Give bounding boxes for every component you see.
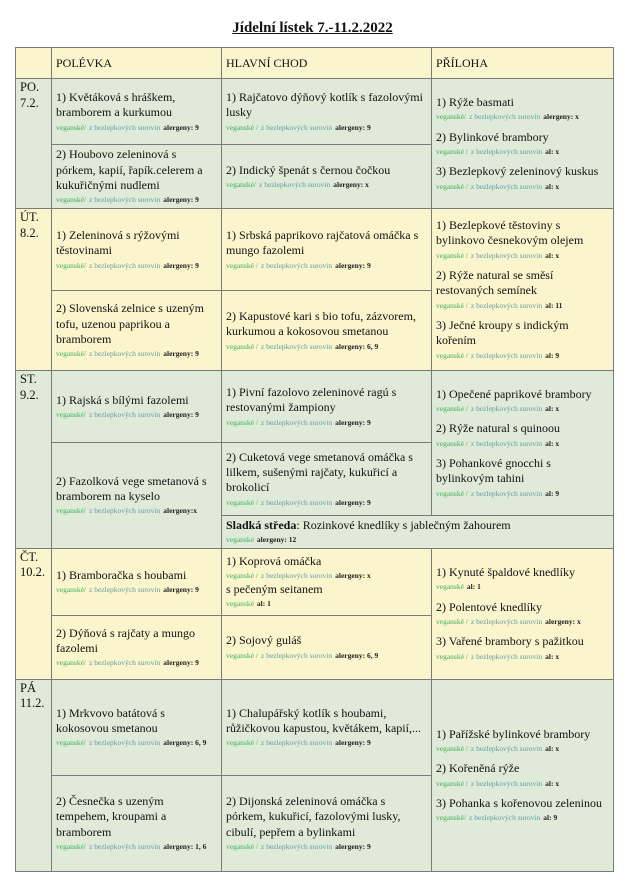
- vegan-tag: veganské /: [436, 778, 468, 788]
- allergens-tag: al: x: [545, 181, 560, 191]
- side-item: [436, 130, 609, 158]
- allergen-info: [436, 778, 609, 789]
- glutenfree-tag: z bezlepkových surovin: [260, 122, 333, 132]
- glutenfree-tag: z bezlepkových surovin: [89, 658, 161, 668]
- vegan-tag: veganské/: [226, 180, 256, 190]
- side-item: [436, 456, 609, 499]
- vegan-tag: veganské /: [226, 571, 258, 581]
- allergens-tag: alergeny: 9: [335, 417, 371, 427]
- vegan-tag: veganské/: [56, 738, 86, 748]
- glutenfree-tag: z bezlepkových surovin: [259, 180, 331, 190]
- item-text: 2) Dýňová s rajčaty a mungo fazolemi: [56, 625, 195, 655]
- allergen-info: [226, 534, 609, 545]
- item-text: 3) Pohankové gnocchi s bylinkovým tahini: [436, 456, 551, 486]
- side-item: [436, 95, 609, 123]
- item-text: 1) Květáková s hráškem, bramborem a kurkumou: [56, 90, 176, 120]
- glutenfree-tag: z bezlepkových surovin: [89, 585, 161, 595]
- allergens-tag: al: x: [545, 250, 560, 260]
- side-item: [436, 727, 609, 755]
- item-text: 2) Kapustové kari s bio tofu, zázvorem, kurkumou a kokosovou smetanou: [226, 308, 416, 339]
- vegan-tag: veganské/: [56, 349, 86, 359]
- item-text: 2) Fazolková vege smetanová s bramborem na kyselo: [56, 473, 207, 504]
- allergen-info: [226, 260, 427, 271]
- item-text: s pečeným seitanem: [226, 581, 323, 596]
- day-row: [16, 370, 614, 442]
- vegan-tag: veganské /: [226, 650, 258, 660]
- side-item: [436, 634, 609, 662]
- glutenfree-tag: z bezlepkových surovin: [470, 778, 543, 788]
- vegan-tag: veganské /: [226, 417, 258, 427]
- allergen-info: [226, 570, 427, 581]
- glutenfree-tag: z bezlepkových surovin: [260, 417, 333, 427]
- glutenfree-tag: z bezlepkových surovin: [89, 738, 161, 748]
- day-cell: [16, 79, 52, 209]
- header-soup: POLÉVKA: [52, 48, 222, 79]
- allergens-tag: al: x: [545, 651, 560, 661]
- soup-cell: [52, 290, 222, 370]
- glutenfree-tag: z bezlepkových surovin: [89, 349, 161, 359]
- glutenfree-tag: z bezlepkových surovin: [470, 438, 543, 448]
- allergens-tag: al: x: [545, 147, 560, 157]
- main-cell: [222, 370, 432, 442]
- side-cell: [432, 370, 614, 515]
- soup-cell: [52, 615, 222, 679]
- glutenfree-tag: z bezlepkových surovin: [470, 300, 543, 310]
- allergen-info: [436, 488, 609, 499]
- allergens-tag: alergeny: 1, 6: [163, 841, 207, 851]
- day-cell: [16, 209, 52, 371]
- day-label: ST.: [20, 371, 37, 386]
- vegan-tag: veganské: [226, 598, 254, 608]
- vegan-tag: veganské/: [56, 122, 86, 132]
- allergen-info: [226, 417, 427, 428]
- item-text: 1) Rýže basmati: [436, 95, 514, 110]
- allergens-tag: alergeny: 6, 9: [163, 738, 207, 748]
- allergens-tag: alergeny: 9: [163, 122, 199, 132]
- allergen-info: [436, 581, 609, 592]
- allergen-info: [436, 146, 609, 157]
- allergens-tag: al: 1: [256, 598, 271, 608]
- vegan-tag: veganské/: [56, 506, 86, 516]
- side-item: [436, 600, 609, 628]
- allergens-tag: al: 9: [545, 350, 560, 360]
- allergens-tag: alergeny: 9: [163, 658, 199, 668]
- glutenfree-tag: z bezlepkových surovin: [89, 409, 161, 419]
- allergen-info: [436, 250, 609, 261]
- item-text: 3) Vařené brambory s pažitkou: [436, 634, 584, 649]
- glutenfree-tag: z bezlepkových surovin: [470, 147, 543, 157]
- allergen-info: [436, 812, 609, 823]
- day-cell: [16, 679, 52, 871]
- soup-cell: [52, 145, 222, 209]
- allergen-info: [226, 122, 427, 133]
- glutenfree-tag: z bezlepkových surovin: [260, 650, 333, 660]
- item-text: 1) Pařížské bylinkové brambory: [436, 726, 591, 741]
- side-item: [436, 268, 609, 311]
- day-date: 7.2.: [20, 95, 39, 110]
- vegan-tag: veganské /: [436, 350, 468, 360]
- soup-cell: [52, 548, 222, 615]
- day-date: 8.2.: [20, 225, 39, 240]
- vegan-tag: veganské /: [436, 250, 468, 260]
- vegan-tag: veganské /: [436, 404, 468, 414]
- vegan-tag: veganské/: [436, 813, 466, 823]
- allergen-info: [226, 737, 427, 748]
- item-text: 1) Rajská s bílými fazolemi: [56, 392, 189, 407]
- allergens-tag: alergeny: x: [333, 180, 369, 190]
- allergen-info: [436, 403, 609, 414]
- allergens-tag: alergeny: x: [545, 617, 581, 627]
- glutenfree-tag: z bezlepkových surovin: [470, 488, 543, 498]
- vegan-tag: veganské /: [436, 617, 468, 627]
- day-label: PO.: [20, 80, 40, 94]
- glutenfree-tag: z bezlepkových surovin: [260, 341, 333, 351]
- day-cell: [16, 548, 52, 679]
- item-text: 1) Opečené paprikové brambory: [436, 386, 592, 401]
- header-row: [16, 48, 614, 79]
- vegan-tag: veganské /: [436, 147, 468, 157]
- vegan-tag: veganské /: [436, 438, 468, 448]
- item-text: 3) Pohanka s kořenovou zeleninou: [436, 795, 602, 810]
- item-text: 2) Rýže natural s quinoou: [436, 421, 560, 436]
- special-text: [226, 518, 609, 533]
- item-text: 2) Dijonská zeleninová omáčka s pórkem, kukuřicí, fazolovými lusky, cibulí, pepřem a bylinkami: [226, 793, 401, 839]
- allergens-tag: alergeny: 6, 9: [335, 341, 379, 351]
- allergen-info: [226, 341, 427, 352]
- glutenfree-tag: z bezlepkových surovin: [260, 260, 333, 270]
- glutenfree-tag: z bezlepkových surovin: [470, 181, 543, 191]
- vegan-tag: veganské/: [56, 585, 86, 595]
- allergen-info: [226, 179, 427, 190]
- allergens-tag: al: 11: [545, 300, 563, 310]
- soup-cell: [52, 79, 222, 145]
- allergens-tag: al: x: [545, 743, 560, 753]
- vegan-tag: veganské: [226, 535, 254, 545]
- vegan-tag: veganské /: [436, 181, 468, 191]
- glutenfree-tag: z bezlepkových surovin: [470, 404, 543, 414]
- allergen-info: [436, 651, 609, 662]
- day-row: [16, 79, 614, 145]
- side-item: [436, 318, 609, 361]
- main-cell: [222, 548, 432, 615]
- glutenfree-tag: z bezlepkových surovin: [89, 506, 161, 516]
- main-cell: [222, 209, 432, 291]
- item-text: 1) Bezlepkové těstoviny s bylinkovo česnekovým olejem: [436, 218, 584, 248]
- item-text: 2) Polentové knedlíky: [436, 599, 542, 614]
- side-item: [436, 565, 609, 593]
- day-row: [16, 679, 614, 775]
- allergen-info: [56, 348, 217, 359]
- allergen-info: [56, 260, 217, 271]
- glutenfree-tag: z bezlepkových surovin: [470, 350, 543, 360]
- glutenfree-tag: z bezlepkových surovin: [260, 738, 333, 748]
- item-text: 3) Ječné kroupy s indickým kořením: [436, 317, 569, 348]
- allergens-tag: al: 9: [543, 813, 558, 823]
- soup-cell: [52, 370, 222, 442]
- main-cell: [222, 442, 432, 515]
- glutenfree-tag: z bezlepkových surovin: [470, 651, 543, 661]
- item-text: 1) Pivní fazolovo zeleninové ragú s restovanými žampiony: [226, 384, 397, 415]
- soup-cell: [52, 209, 222, 291]
- vegan-tag: veganské /: [226, 497, 258, 507]
- allergen-info: [56, 505, 217, 516]
- main-cell: [222, 145, 432, 209]
- item-text: 2) Bylinkové brambory: [436, 129, 549, 144]
- vegan-tag: veganské/: [56, 195, 86, 205]
- day-date: 9.2.: [20, 387, 39, 402]
- side-item: [436, 761, 609, 789]
- item-text: 2) Sojový guláš: [226, 633, 302, 648]
- glutenfree-tag: z bezlepkových surovin: [89, 195, 161, 205]
- allergens-tag: alergeny: 9: [335, 841, 371, 851]
- vegan-tag: veganské /: [226, 260, 258, 270]
- item-text: 1) Koprová omáčka: [226, 553, 322, 568]
- day-cell: [16, 370, 52, 548]
- allergen-info: [436, 350, 609, 361]
- glutenfree-tag: z bezlepkových surovin: [89, 122, 161, 132]
- glutenfree-tag: z bezlepkových surovin: [470, 250, 543, 260]
- allergens-tag: alergeny: x: [335, 571, 371, 581]
- soup-cell: [52, 679, 222, 775]
- vegan-tag: veganské /: [226, 341, 258, 351]
- vegan-tag: veganské/: [56, 260, 86, 270]
- vegan-tag: veganské: [436, 582, 464, 592]
- glutenfree-tag: z bezlepkových surovin: [260, 497, 333, 507]
- soup-cell: [52, 775, 222, 871]
- glutenfree-tag: z bezlepkových surovin: [89, 260, 161, 270]
- vegan-tag: veganské/: [56, 841, 86, 851]
- allergens-tag: alergeny: 9: [335, 497, 371, 507]
- allergen-info: [436, 616, 609, 627]
- item-text: 2) Houbovo zeleninová s pórkem, kapií, řapík.celerem a kukuřičnými nudlemi: [56, 147, 203, 193]
- vegan-tag: veganské/: [56, 658, 86, 668]
- side-item: [436, 421, 609, 449]
- allergens-tag: al: 9: [545, 488, 560, 498]
- allergen-info: [56, 657, 217, 668]
- item-text: 2) Rýže natural se směsí restovaných semínek: [436, 267, 554, 298]
- allergen-info: [226, 841, 427, 852]
- main-cell: [222, 615, 432, 679]
- allergen-info: [436, 111, 609, 122]
- side-cell: [432, 548, 614, 679]
- allergen-info: [226, 650, 427, 661]
- item-text: 2) Cuketová vege smetanová omáčka s lilkem, sušenými rajčaty, kukuřicí a brokolicí: [226, 449, 413, 495]
- allergens-tag: alergeny: 9: [163, 260, 199, 270]
- special-cell: [222, 515, 614, 548]
- allergens-tag: alergeny: 9: [163, 349, 199, 359]
- allergen-info: [436, 438, 609, 449]
- allergen-info: [436, 743, 609, 754]
- item-text: 2) Slovenská zelnice s uzeným tofu, uzenou paprikou a bramborem: [56, 301, 204, 346]
- day-row: [16, 548, 614, 615]
- soup-cell: [52, 442, 222, 548]
- allergens-tag: al: x: [545, 404, 560, 414]
- main-cell: [222, 79, 432, 145]
- day-label: ÚT.: [20, 210, 39, 224]
- vegan-tag: veganské/: [436, 112, 466, 122]
- allergens-tag: alergeny: 12: [256, 535, 297, 545]
- allergen-info: [56, 122, 217, 133]
- side-cell: [432, 679, 614, 871]
- allergen-info: [436, 300, 609, 311]
- day-label: ČT.: [20, 549, 39, 564]
- glutenfree-tag: z bezlepkových surovin: [470, 617, 543, 627]
- day-row: [16, 209, 614, 291]
- side-cell: [432, 209, 614, 371]
- allergen-info: [56, 194, 217, 205]
- header-side-dish: PŘÍLOHA: [432, 48, 614, 79]
- allergens-tag: alergeny: x: [543, 112, 579, 122]
- side-cell: [432, 79, 614, 209]
- allergens-tag: alergeny: 6, 9: [335, 650, 379, 660]
- vegan-tag: veganské /: [226, 841, 258, 851]
- vegan-tag: veganské /: [436, 651, 468, 661]
- item-text: 2) Indický špenát s černou čočkou: [226, 162, 391, 177]
- item-text: 3) Bezlepkový zeleninový kuskus: [436, 164, 599, 179]
- day-label: PÁ: [20, 680, 36, 695]
- vegan-tag: veganské/: [56, 409, 86, 419]
- item-text: 1) Rajčatovo dýňový kotlík s fazolovými lusky: [226, 90, 423, 120]
- special-dish: : Rozinkové knedlíky s jablečným žahourem: [296, 517, 511, 532]
- vegan-tag: veganské /: [226, 738, 258, 748]
- allergens-tag: al: x: [545, 438, 560, 448]
- glutenfree-tag: z bezlepkových surovin: [260, 841, 333, 851]
- side-item: [436, 218, 609, 261]
- glutenfree-tag: z bezlepkových surovin: [470, 743, 543, 753]
- header-main-course: HLAVNÍ CHOD: [222, 48, 432, 79]
- glutenfree-tag: z bezlepkových surovin: [469, 813, 541, 823]
- day-date: 10.2.: [20, 565, 45, 580]
- item-text: 1) Kynuté špaldové knedlíky: [436, 565, 575, 580]
- glutenfree-tag: z bezlepkových surovin: [89, 841, 161, 851]
- item-text: 1) Chalupářský kotlík s houbami, růžičkovou kapustou, květákem, kapií,...: [226, 705, 421, 735]
- item-text: 1) Srbská paprikovo rajčatová omáčka s mungo fazolemi: [226, 228, 419, 258]
- allergen-info: [226, 598, 427, 609]
- main-cell: [222, 290, 432, 370]
- allergen-info: [56, 841, 217, 852]
- special-label: Sladká středa: [226, 517, 297, 532]
- menu-table: [15, 47, 614, 872]
- glutenfree-tag: z bezlepkových surovin: [260, 571, 333, 581]
- side-item: [436, 387, 609, 415]
- item-text: 2) Česnečka s uzeným tempehem, kroupami a bramborem: [56, 793, 167, 839]
- allergen-info: [436, 181, 609, 192]
- allergens-tag: alergeny: 9: [335, 122, 371, 132]
- header-day: [16, 48, 52, 79]
- allergen-info: [56, 737, 217, 748]
- page-title: Jídelní lístek 7.-11.2.2022: [232, 20, 393, 36]
- allergen-info: [56, 584, 217, 595]
- allergens-tag: alergeny: 9: [335, 738, 371, 748]
- menu-table-body: [16, 79, 614, 872]
- day-date: 11.2.: [20, 696, 45, 711]
- allergen-info: [226, 497, 427, 508]
- vegan-tag: veganské /: [436, 743, 468, 753]
- vegan-tag: veganské /: [436, 488, 468, 498]
- item-text: 2) Kořeněná rýže: [436, 761, 520, 776]
- allergens-tag: al: 1: [466, 582, 481, 592]
- main-cell: [222, 679, 432, 775]
- vegan-tag: veganské /: [226, 122, 258, 132]
- side-item: [436, 164, 609, 192]
- item-text: 1) Mrkvovo batátová s kokosovou smetanou: [56, 705, 165, 735]
- vegan-tag: veganské /: [436, 300, 468, 310]
- allergen-info: [56, 409, 217, 420]
- side-item: [436, 796, 609, 824]
- glutenfree-tag: z bezlepkových surovin: [469, 112, 541, 122]
- item-text: 1) Zeleninová s rýžovými těstovinami: [56, 228, 180, 258]
- allergens-tag: alergeny: 9: [163, 195, 199, 205]
- item-text: 1) Bramboračka s houbami: [56, 567, 187, 582]
- allergens-tag: alergeny: 9: [163, 585, 199, 595]
- allergens-tag: al: x: [545, 778, 560, 788]
- allergens-tag: alergeny: 9: [335, 260, 371, 270]
- allergens-tag: alergeny: 9: [163, 409, 199, 419]
- allergens-tag: alergeny:x: [163, 506, 197, 516]
- main-cell: [222, 775, 432, 871]
